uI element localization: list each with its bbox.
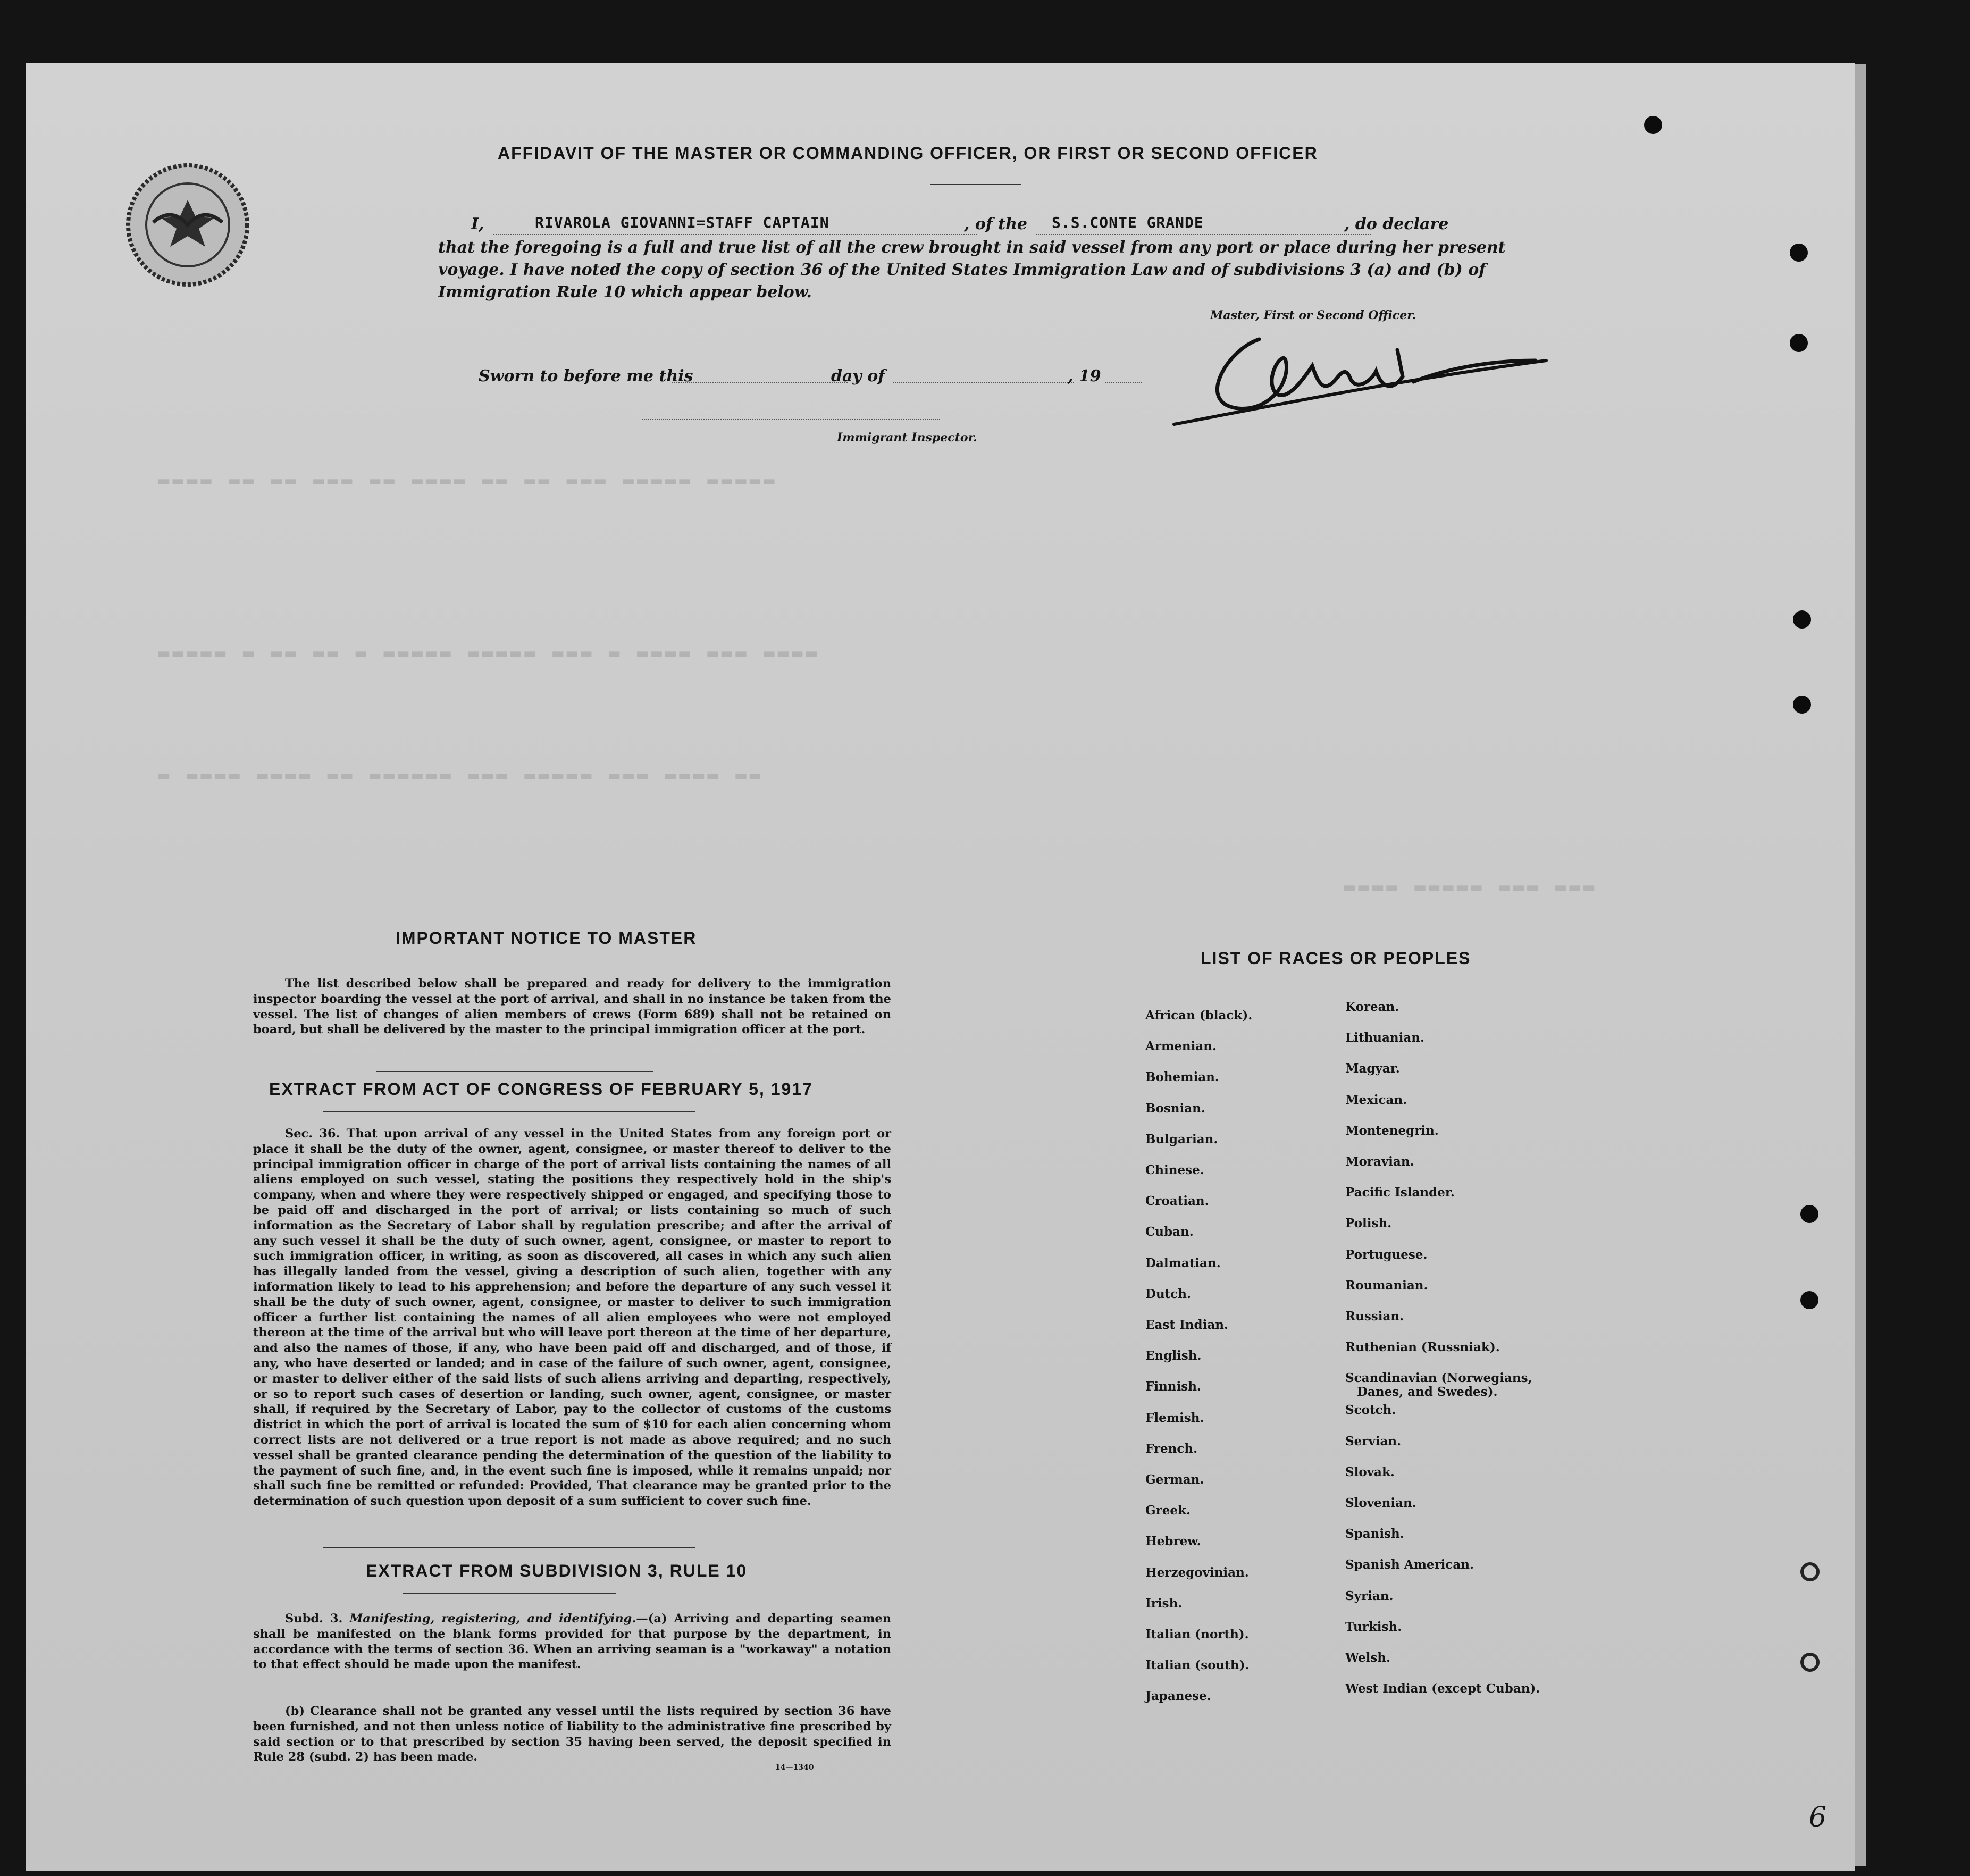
bleed-through-text: ▬ ▬▬▬▬ ▬▬▬▬ ▬▬ ▬▬▬▬▬▬ ▬▬▬ ▬▬▬▬▬ ▬▬▬ ▬▬▬▬ ▬▬	[158, 765, 764, 786]
race-item-left: Bulgarian.	[1145, 1132, 1218, 1146]
act-section-36-text	[253, 1126, 891, 1509]
name-field-line	[493, 234, 977, 235]
race-item-left: English.	[1145, 1349, 1202, 1363]
master-caption: Master, First or Second Officer.	[1210, 308, 1416, 322]
race-item-left: Herzegovinian.	[1145, 1565, 1249, 1580]
bleed-through-text: ▬▬▬▬▬ ▬ ▬▬ ▬▬ ▬ ▬▬▬▬▬ ▬▬▬▬▬ ▬▬▬ ▬ ▬▬▬▬ ▬▬▬ ▬▬▬▬	[158, 642, 820, 664]
act-section-lead: Sec. 36.	[285, 1127, 340, 1141]
race-item-right: West Indian (except Cuban).	[1345, 1681, 1540, 1696]
race-item-right: Turkish.	[1345, 1619, 1402, 1634]
binder-hole	[1793, 696, 1811, 714]
notice-text: The list described below shall be prepared and ready for delivery to the immigration inspector boarding the vessel at the port of arrival, and shall in no instance be taken from the vessel. The list of changes of alien members of crews (Form 689) shall not be retained on board, but shall be delivered by the master to the principal immigration officer at the port.	[253, 977, 891, 1037]
race-item-left: Chinese.	[1145, 1163, 1204, 1177]
year-label: , 19	[1068, 367, 1101, 386]
race-item-left: Irish.	[1145, 1596, 1183, 1611]
race-item-left: Greek.	[1145, 1503, 1191, 1518]
race-item-right: Mexican.	[1345, 1092, 1407, 1107]
margin-page-number: 6	[1809, 1802, 1827, 1833]
race-item-left: Cuban.	[1145, 1225, 1194, 1240]
inspector-caption: Immigrant Inspector.	[837, 431, 977, 445]
race-item-left: French.	[1145, 1441, 1198, 1456]
rule-text-a: —(a) Arriving and departing seamen shall be manifested on the blank forms provided for that purpose by the department, in accordance with the terms of section 36. When an arriving seaman is a "workaway" a notation to that effect should be made upon the manifest.	[253, 1612, 892, 1672]
bleed-through-text: ▬▬▬▬ ▬▬▬▬▬ ▬▬▬ ▬▬▬	[1344, 876, 1598, 898]
bleed-through-text: ▬▬▬▬ ▬▬ ▬▬ ▬▬▬ ▬▬ ▬▬▬▬ ▬▬ ▬▬ ▬▬▬ ▬▬▬▬▬ ▬▬▬▬▬	[158, 470, 778, 491]
race-item-right: Russian.	[1345, 1309, 1404, 1324]
binder-hole	[1790, 244, 1808, 262]
document-page	[26, 63, 1855, 1871]
race-item-right: Ruthenian (Russniak).	[1345, 1340, 1500, 1355]
affidavit-line-3: voyage. I have noted the copy of section 36 of the United States Immigration Law and of subdivisions 3 (a) and (b) of	[438, 261, 1486, 279]
race-item-left: Hebrew.	[1145, 1534, 1201, 1549]
race-item-left: Finnish.	[1145, 1379, 1201, 1394]
section-divider	[323, 1111, 695, 1112]
race-item-left: Italian (north).	[1145, 1627, 1249, 1642]
notice-title: IMPORTANT NOTICE TO MASTER	[396, 928, 697, 948]
race-item-right: Montenegrin.	[1345, 1123, 1439, 1138]
vessel-field-line	[1036, 234, 1371, 235]
form-number: 14—1340	[775, 1763, 814, 1772]
race-item-right: Danes, and Swedes).	[1357, 1385, 1498, 1400]
rule-subdivision-b: (b) Clearance shall not be granted any vessel until the lists required by section 36 have been furnished, and not then unless notice of liability to the administrative fine prescribed by said section or to that prescribed by section 35 having been served, the deposit specified in Rule 28 (subd. 2) has been made.	[253, 1704, 891, 1764]
section-divider	[403, 1593, 616, 1594]
affidavit-line-2: that the foregoing is a full and true list of all the crew brought in said vessel from any port or place during her present	[438, 238, 1506, 257]
act-section-body: That upon arrival of any vessel in the United States from any foreign port or place it shall be the duty of the owner, agent, consignee, or master thereof to deliver to the principal immigration officer in charge of the port of arrival lists containing the names of all aliens employed on such vessel, stating the positions they respectively hold in the ship's company, when and where they were respectively shipped or engaged, and specifying those to be paid off and discharged in the port of arrival; or lists containing so much of such information as the Secretary of Labor shall by regulation prescribe; and after the arrival of any such vessel it shall be the duty of such owner, agent, consignee, or master to report to such immigration officer, in writing, as soon as discovered, all cases in which any such alien has illegally landed from the vessel, giving a description of such alien, together with any information likely to lead to his apprehension; and before the departure of any such vessel it shall be the duty of such owner, agent, consignee, or master to deliver to such immigration officer a further list containing the names of all alien employees who were not employed thereon at the time of the arrival but who will leave port thereon at the time of her departure, and also the names of those, if any, who have been paid off and discharged, and of those, if any, who have deserted or landed; and in case of the failure of such owner, agent, consignee, or master to deliver either of the said lists of such aliens arriving and departing, respectively, or so to report such cases of desertion or landing, such owner, agent, consignee, or master shall, if required by the Secretary of Labor, pay to the collector of customs of the customs district in which the port of arrival is located the sum of $10 for each alien concerning whom correct lists are not delivered or a true report is not made as above required; and no such vessel shall be granted clearance pending the determination of the question of the liability to the payment of such fine, and, in the event such fine is imposed, while it remains unpaid; nor shall such fine be remitted or refunded: Provided, That clearance may be granted prior to the determination of such question upon deposit of a sum sufficient to cover such fine.	[253, 1127, 891, 1509]
rule-subdivision-a	[253, 1611, 891, 1672]
race-item-right: Lithuanian.	[1345, 1031, 1424, 1045]
binder-hole	[1790, 334, 1808, 352]
race-item-right: Polish.	[1345, 1216, 1392, 1231]
month-field-line	[893, 382, 1074, 383]
race-item-right: Portuguese.	[1345, 1247, 1428, 1262]
binder-hole	[1800, 1562, 1820, 1581]
race-item-left: African (black).	[1145, 1008, 1253, 1023]
race-item-right: Welsh.	[1345, 1651, 1391, 1665]
race-item-left: Italian (south).	[1145, 1658, 1250, 1673]
race-item-right: Spanish.	[1345, 1527, 1404, 1542]
rule-lead: Subd. 3.	[285, 1612, 343, 1626]
race-item-left: German.	[1145, 1472, 1204, 1487]
vessel-name-field: S.S.CONTE GRANDE	[1052, 214, 1204, 231]
race-item-left: East Indian.	[1145, 1318, 1228, 1332]
binder-hole	[1800, 1205, 1818, 1223]
race-item-left: Armenian.	[1145, 1039, 1217, 1054]
government-seal-image	[121, 158, 254, 291]
pronoun-label: I,	[471, 215, 484, 233]
inspector-signature-line	[642, 419, 940, 420]
of-the-label: , of the	[964, 215, 1028, 233]
race-item-right: Scandinavian (Norwegians,	[1345, 1371, 1532, 1386]
binder-hole	[1793, 610, 1811, 629]
day-field-line	[672, 382, 848, 383]
sworn-label: Sworn to before me this	[479, 367, 693, 386]
race-item-right: Servian.	[1345, 1434, 1402, 1448]
race-item-right: Pacific Islander.	[1345, 1185, 1455, 1200]
affidavit-title: AFFIDAVIT OF THE MASTER OR COMMANDING OFFICER, OR FIRST OR SECOND OFFICER	[498, 144, 1318, 163]
race-item-left: Dutch.	[1145, 1286, 1192, 1301]
master-signature-image	[1163, 318, 1567, 440]
title-underline	[930, 184, 1021, 185]
race-item-left: Bohemian.	[1145, 1070, 1219, 1085]
day-of-label: day of	[831, 367, 885, 386]
binder-hole	[1800, 1653, 1820, 1672]
race-item-right: Slovenian.	[1345, 1496, 1416, 1510]
race-item-right: Spanish American.	[1345, 1557, 1474, 1572]
rule-extract-title: EXTRACT FROM SUBDIVISION 3, RULE 10	[366, 1561, 748, 1580]
binder-hole	[1644, 116, 1662, 134]
race-item-left: Croatian.	[1145, 1194, 1209, 1209]
race-item-right: Syrian.	[1345, 1588, 1394, 1603]
officer-name-field: RIVAROLA GIOVANNI=STAFF CAPTAIN	[535, 214, 829, 231]
act-extract-title: EXTRACT FROM ACT OF CONGRESS OF FEBRUARY 5, 1917	[269, 1079, 813, 1099]
races-title: LIST OF RACES OR PEOPLES	[1201, 949, 1471, 968]
year-field-line	[1105, 382, 1142, 383]
race-item-right: Scotch.	[1345, 1403, 1396, 1418]
race-item-left: Japanese.	[1145, 1689, 1211, 1704]
do-declare-label: , do declare	[1344, 215, 1449, 233]
rule-subtitle: Manifesting, registering, and identifying.	[349, 1612, 636, 1626]
race-item-right: Roumanian.	[1345, 1278, 1428, 1293]
section-divider	[323, 1547, 695, 1548]
section-divider	[376, 1071, 653, 1072]
race-item-left: Dalmatian.	[1145, 1255, 1221, 1270]
race-item-right: Slovak.	[1345, 1464, 1395, 1479]
affidavit-line-4: Immigration Rule 10 which appear below.	[438, 283, 812, 302]
race-item-left: Bosnian.	[1145, 1101, 1205, 1116]
race-item-right: Korean.	[1345, 1000, 1399, 1014]
race-item-left: Flemish.	[1145, 1410, 1204, 1425]
race-item-right: Moravian.	[1345, 1154, 1414, 1169]
binder-hole	[1800, 1291, 1818, 1309]
race-item-right: Magyar.	[1345, 1061, 1400, 1076]
